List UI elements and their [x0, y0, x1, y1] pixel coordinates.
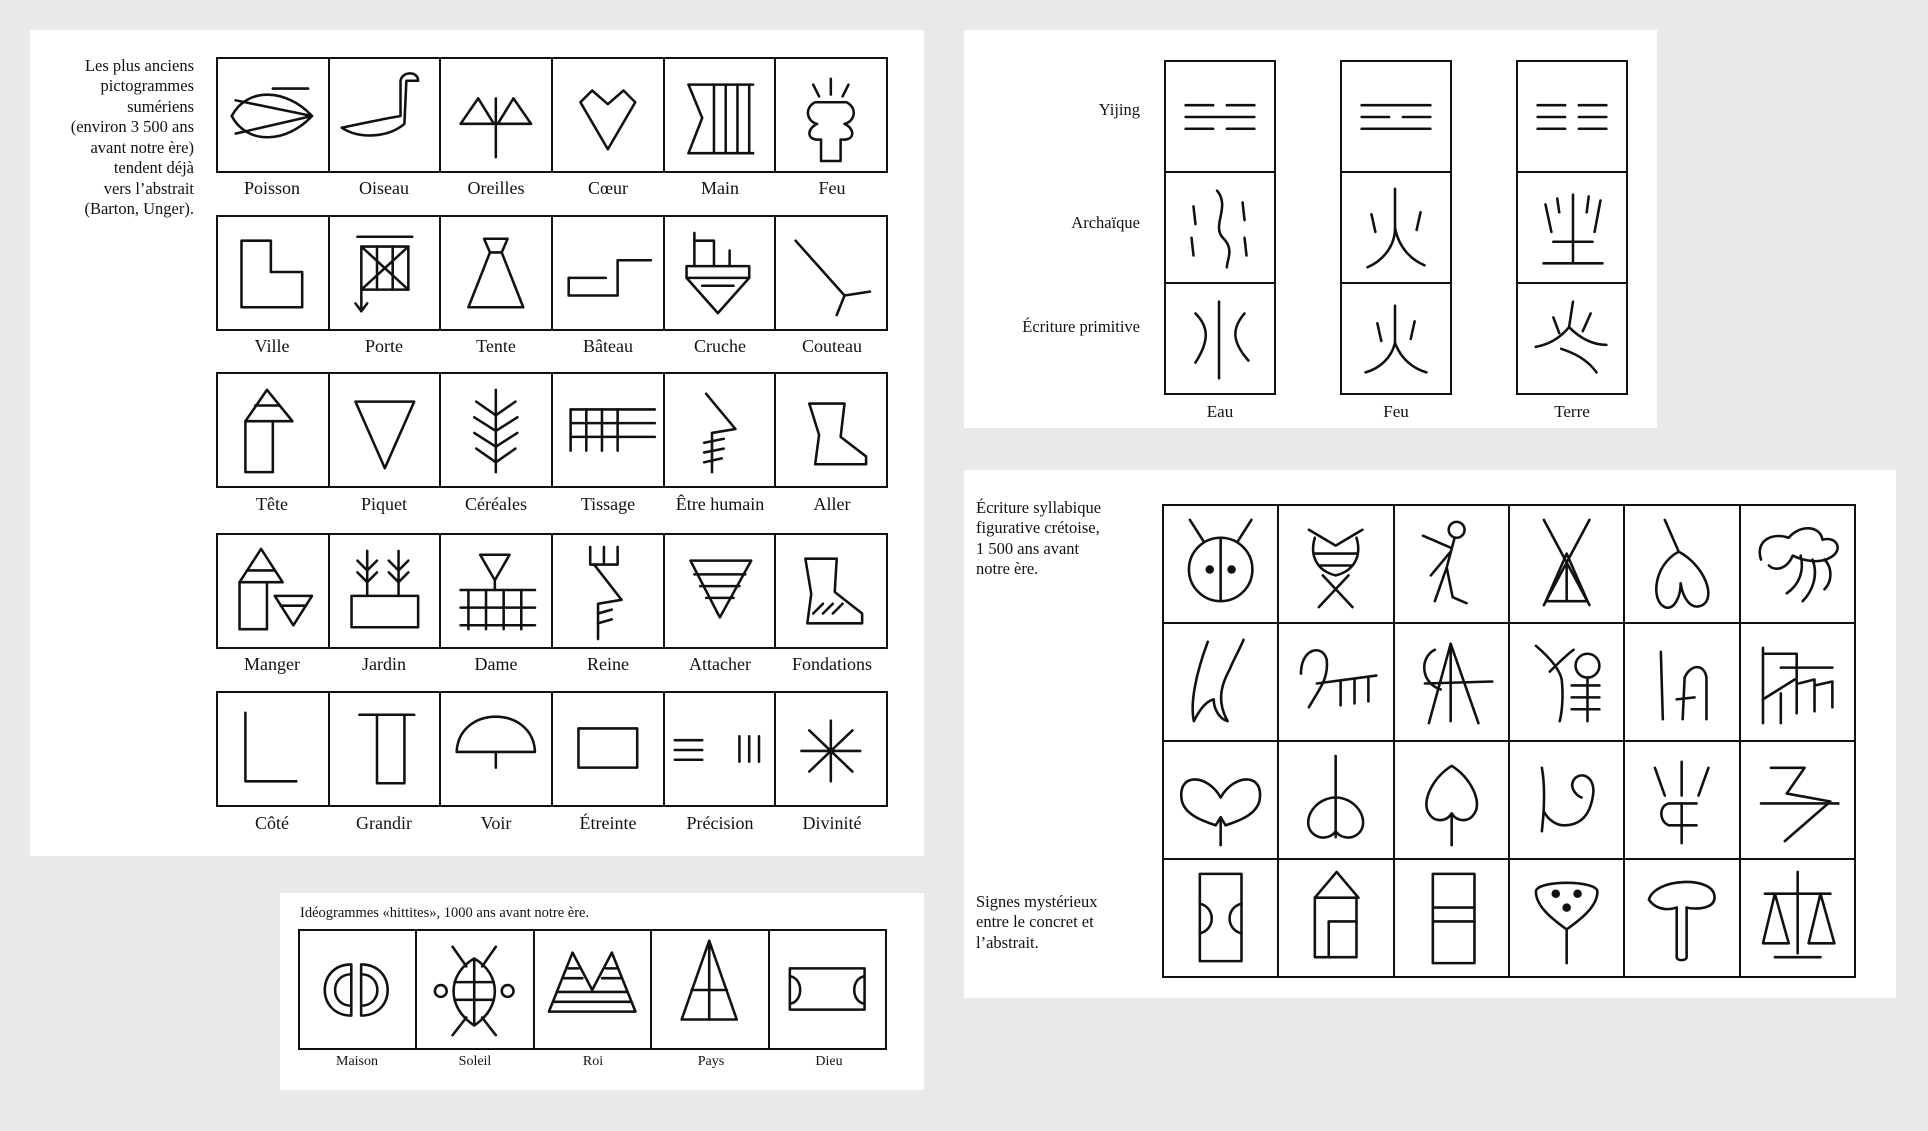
cretan-glyph [1279, 506, 1394, 624]
label-poisson: Poisson [243, 178, 301, 198]
label-etreinte: Étreinte [579, 813, 637, 833]
caption-line: pictogrammes [100, 76, 194, 96]
row-label-yijing: Yijing [1098, 100, 1140, 119]
glyph-manger [218, 535, 330, 649]
label-dame: Dame [474, 654, 518, 674]
glyph-eau-archaique [1166, 173, 1276, 284]
glyph-feu-primitive [1342, 284, 1452, 395]
label-ville: Ville [254, 336, 290, 356]
glyph-tente [441, 217, 553, 331]
label-coeur: Cœur [588, 178, 628, 198]
chinese-column-terre [1516, 60, 1628, 395]
glyph-etre-humain [665, 374, 777, 488]
glyph-cereales [441, 374, 553, 488]
cretan-glyph [1279, 624, 1394, 742]
caption-line: Signes mystérieux [976, 892, 1098, 911]
cretan-glyph [1395, 742, 1510, 860]
cretan-glyph [1164, 506, 1279, 624]
cretan-glyph [1395, 506, 1510, 624]
cretan-glyph [1279, 860, 1394, 978]
caption-line: entre le concret et [976, 912, 1094, 932]
glyph-terre-archaique [1518, 173, 1628, 284]
glyph-piquet [330, 374, 442, 488]
label-cereales: Céréales [465, 494, 527, 514]
cretan-glyph [1164, 860, 1279, 978]
chinese-column-feu [1340, 60, 1452, 395]
label-tete: Tête [256, 494, 288, 514]
glyph-couteau [776, 217, 888, 331]
cretan-glyph [1741, 742, 1856, 860]
cretan-glyph [1395, 860, 1510, 978]
glyph-dieu [770, 931, 887, 1050]
glyph-maison [300, 931, 417, 1050]
glyph-poisson [218, 59, 330, 173]
cretan-glyph [1625, 506, 1740, 624]
glyph-terre-primitive [1518, 284, 1628, 395]
caption-line: tendent déjà [113, 158, 194, 178]
cretan-glyph [1625, 742, 1740, 860]
cretan-glyph [1625, 860, 1740, 978]
cretan-glyph [1741, 506, 1856, 624]
cretan-glyph [1395, 624, 1510, 742]
cretan-caption-top [976, 498, 1101, 580]
label-reine: Reine [587, 654, 629, 674]
cretan-glyph [1279, 742, 1394, 860]
label-pays: Pays [697, 1054, 725, 1069]
glyph-cruche [665, 217, 777, 331]
glyph-voir [441, 693, 553, 807]
caption-line: Écriture syllabique [976, 498, 1102, 517]
label-couteau: Couteau [802, 336, 862, 356]
label-main: Main [701, 178, 739, 198]
glyph-feu-archaique [1342, 173, 1452, 284]
glyph-dame [441, 535, 553, 649]
caption-line: vers l’abstrait [103, 178, 194, 198]
glyph-aller [776, 374, 888, 488]
glyph-eau-primitive [1166, 284, 1276, 395]
col-label-terre: Terre [1554, 402, 1590, 421]
glyph-feu-yijing [1342, 62, 1452, 173]
label-piquet: Piquet [360, 494, 407, 514]
chinese-column-eau [1164, 60, 1276, 395]
caption-line: sumériens [127, 96, 194, 116]
glyph-etreinte [553, 693, 665, 807]
cretan-caption-bottom [976, 892, 1097, 953]
chinese-panel [964, 30, 1657, 428]
col-label-eau: Eau [1206, 402, 1234, 421]
glyph-ville [218, 217, 330, 331]
glyph-terre-yijing [1518, 62, 1628, 173]
glyph-soleil [417, 931, 534, 1050]
label-tente: Tente [476, 336, 516, 356]
cretan-glyph [1741, 624, 1856, 742]
glyph-tete [218, 374, 330, 488]
label-cruche: Cruche [694, 336, 746, 356]
sumerian-caption [30, 56, 194, 220]
cretan-grid [1162, 504, 1856, 978]
glyph-divinite [776, 693, 888, 807]
label-porte: Porte [365, 336, 403, 356]
cretan-glyph [1510, 506, 1625, 624]
label-soleil: Soleil [458, 1054, 492, 1069]
caption-line: (Barton, Unger). [84, 199, 194, 219]
cretan-glyph [1510, 742, 1625, 860]
label-etre-humain: Être humain [675, 494, 765, 514]
cretan-glyph [1164, 742, 1279, 860]
sumerian-panel [30, 30, 924, 856]
label-precision: Précision [686, 813, 754, 833]
glyph-reine [553, 535, 665, 649]
hittite-panel [280, 893, 924, 1090]
caption-line: notre ère. [976, 559, 1039, 579]
label-voir: Voir [480, 813, 512, 833]
caption-line: 1 500 ans avant [976, 538, 1080, 558]
label-tissage: Tissage [580, 494, 636, 514]
glyph-precision [665, 693, 777, 807]
sumerian-row-3 [216, 372, 888, 488]
sumerian-row-4 [216, 533, 888, 649]
row-label-archaique: Archaïque [1071, 213, 1140, 232]
label-feu: Feu [818, 178, 846, 198]
label-divinite: Divinité [802, 813, 862, 833]
cretan-panel [964, 470, 1896, 998]
label-dieu: Dieu [815, 1054, 843, 1069]
label-attacher: Attacher [689, 654, 751, 674]
glyph-cote [218, 693, 330, 807]
glyph-coeur [553, 59, 665, 173]
cretan-glyph [1510, 624, 1625, 742]
label-fondations: Fondations [791, 654, 872, 674]
caption-line: l’abstrait. [976, 932, 1039, 952]
glyph-main [665, 59, 777, 173]
hittite-grid [298, 929, 887, 1050]
glyph-pays [652, 931, 769, 1050]
label-bateau: Bâteau [583, 336, 633, 356]
label-grandir: Grandir [356, 813, 412, 833]
glyph-oiseau [330, 59, 442, 173]
caption-line: (environ 3 500 ans [70, 117, 194, 137]
label-maison: Maison [336, 1054, 378, 1069]
caption-line: figurative crétoise, [976, 518, 1100, 538]
hittite-caption: Idéogrammes «hittites», 1000 ans avant notre ère. [300, 905, 590, 921]
cretan-glyph [1741, 860, 1856, 978]
glyph-tissage [553, 374, 665, 488]
label-jardin: Jardin [362, 654, 406, 674]
glyph-fondations [776, 535, 888, 649]
glyph-grandir [330, 693, 442, 807]
glyph-jardin [330, 535, 442, 649]
caption-line: avant notre ère) [90, 137, 194, 157]
label-roi: Roi [582, 1054, 604, 1069]
label-manger: Manger [244, 654, 300, 674]
caption-line: Les plus anciens [84, 56, 194, 75]
label-cote: Côté [255, 813, 289, 833]
glyph-eau-yijing [1166, 62, 1276, 173]
sumerian-row-5 [216, 691, 888, 807]
cretan-glyph [1164, 624, 1279, 742]
col-label-feu: Feu [1383, 402, 1409, 421]
cretan-glyph [1510, 860, 1625, 978]
cretan-glyph [1625, 624, 1740, 742]
glyph-oreilles [441, 59, 553, 173]
row-label-ecriture-primitive: Écriture primitive [1022, 317, 1140, 336]
glyph-attacher [665, 535, 777, 649]
label-oreilles: Oreilles [467, 178, 525, 198]
sumerian-row-2 [216, 215, 888, 331]
sumerian-row-1 [216, 57, 888, 173]
glyph-bateau [553, 217, 665, 331]
label-oiseau: Oiseau [359, 178, 409, 198]
glyph-roi [535, 931, 652, 1050]
glyph-porte [330, 217, 442, 331]
glyph-feu [776, 59, 888, 173]
label-aller: Aller [813, 494, 851, 514]
